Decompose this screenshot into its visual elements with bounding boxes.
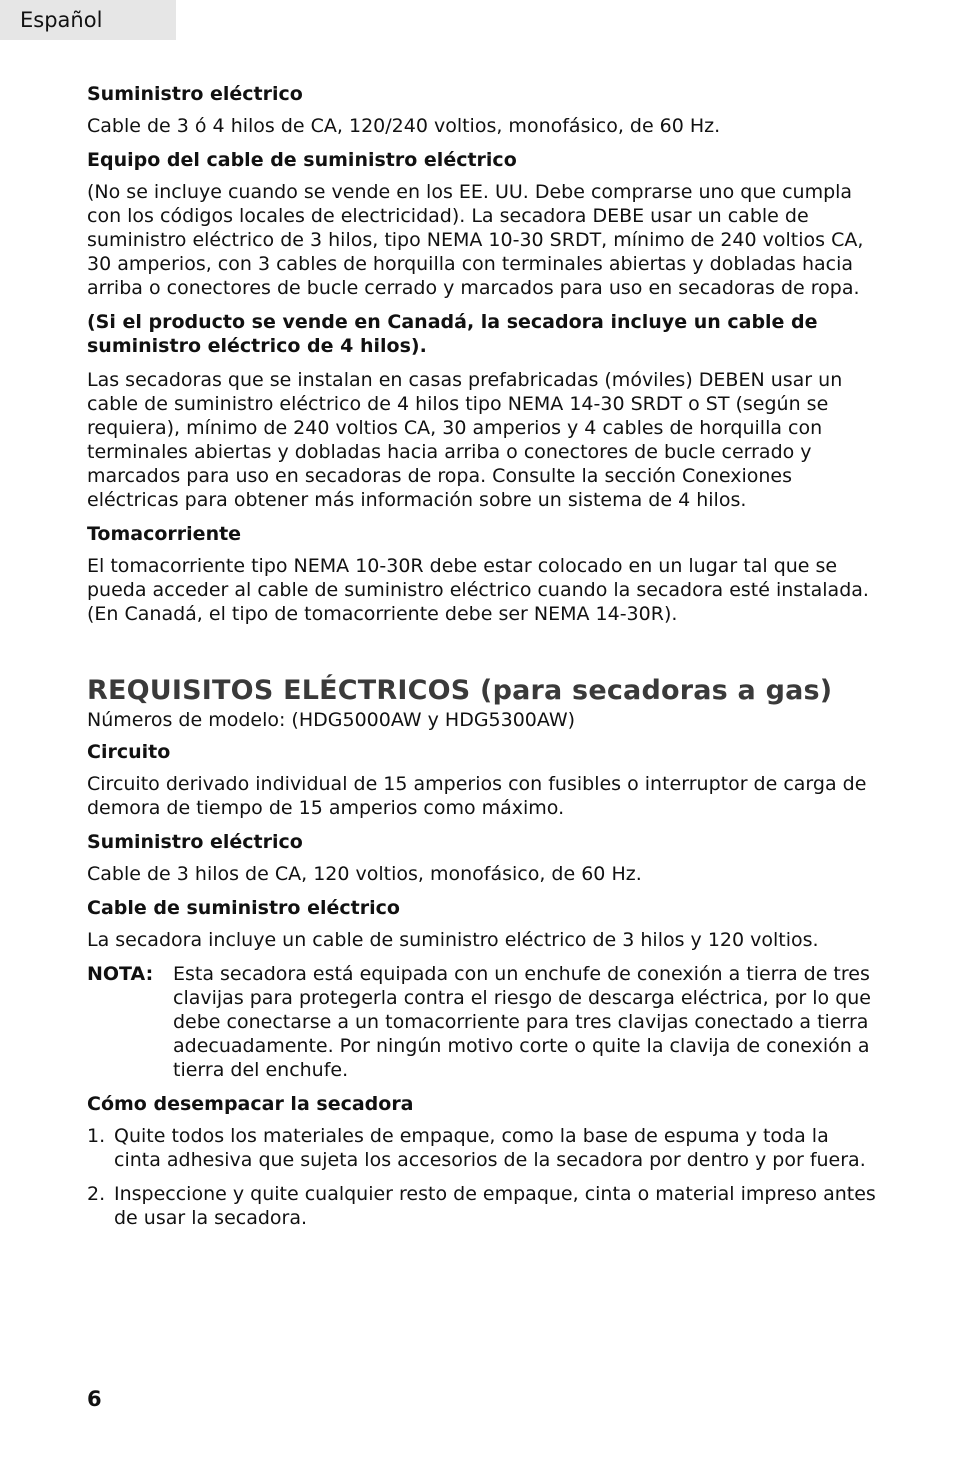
equipo-cable-heading: Equipo del cable de suministro eléctrico [87,149,517,171]
suministro-gas-heading: Suministro eléctrico [87,831,303,853]
note-block [87,962,877,1082]
list-item [87,1124,877,1172]
model-numbers: Números de modelo: (HDG5000AW y HDG5300AW) [87,709,576,731]
unpack-steps-list [87,1124,877,1230]
suministro-text: Cable de 3 ó 4 hilos de CA, 120/240 voltios, monofásico, de 60 Hz. [87,115,721,137]
circuito-heading: Circuito [87,741,171,763]
moviles-text: Las secadoras que se instalan en casas prefabricadas (móviles) DEBEN usar un cable de suministro eléctrico de 4 hilos tipo NEMA 14-30 SRDT o ST (según se requiera), mínimo de 240 voltios CA, 30 amperios y 4 cables de horquilla con terminales abiertas y dobladas hacia arriba o conectores de bucle cerrado y marcados para uso en secadoras de ropa. Consulte la sección Conexiones eléctricas para obtener más información sobre un sistema de 4 hilos. [87,369,843,511]
section-title: REQUISITOS ELÉCTRICOS (para secadoras a gas) [87,675,833,706]
tomacorriente-heading: Tomacorriente [87,523,242,545]
note-text: Esta secadora está equipada con un enchufe de conexión a tierra de tres clavijas para protegerla contra el riesgo de descarga eléctrica, por lo que debe conectarse a un tomacorriente para tres clavijas conectado a tierra adecuadamente. Por ningún motivo corte o quite la clavija de conexión a tierra del enchufe. [173,963,871,1081]
equipo-cable-text: (No se incluye cuando se vende en los EE. UU. Debe comprarse uno que cumpla con los códigos locales de electricidad). La secadora DEBE usar un cable de suministro eléctrico de 3 hilos, tipo NEMA 10-30 SRDT, mínimo de 240 voltios CA, 30 amperios, con 3 cables de horquilla con terminales abiertas y dobladas hacia arriba o conectores de bucle cerrado y marcados para uso en secadoras de ropa. [87,181,864,299]
language-tab: Español [0,0,176,40]
page-number: 6 [87,1387,102,1411]
desempacar-heading: Cómo desempacar la secadora [87,1093,414,1115]
canada-note: (Si el producto se vende en Canadá, la secadora incluye un cable de suministro eléctrico de 4 hilos). [87,311,818,357]
step-number: 1. [87,1125,106,1147]
cable-suministro-text: La secadora incluye un cable de suministro eléctrico de 3 hilos y 120 voltios. [87,929,819,951]
page-content [87,82,877,1240]
cable-suministro-heading: Cable de suministro eléctrico [87,897,400,919]
tomacorriente-text: El tomacorriente tipo NEMA 10-30R debe estar colocado en un lugar tal que se pueda acceder al cable de suministro eléctrico cuando la secadora esté instalada. (En Canadá, el tipo de tomacorriente debe ser NEMA 14-30R). [87,555,869,625]
step-text: Quite todos los materiales de empaque, como la base de espuma y toda la cinta adhesiva que sujeta los accesorios de la secadora por dentro y por fuera. [114,1125,866,1171]
list-item [87,1182,877,1230]
step-number: 2. [87,1183,106,1205]
step-text: Inspeccione y quite cualquier resto de empaque, cinta o material impreso antes de usar la secadora. [114,1183,876,1229]
note-label: NOTA: [87,963,154,985]
suministro-gas-text: Cable de 3 hilos de CA, 120 voltios, monofásico, de 60 Hz. [87,863,642,885]
suministro-heading: Suministro eléctrico [87,83,303,105]
circuito-text: Circuito derivado individual de 15 amperios con fusibles o interruptor de carga de demora de tiempo de 15 amperios como máximo. [87,773,867,819]
